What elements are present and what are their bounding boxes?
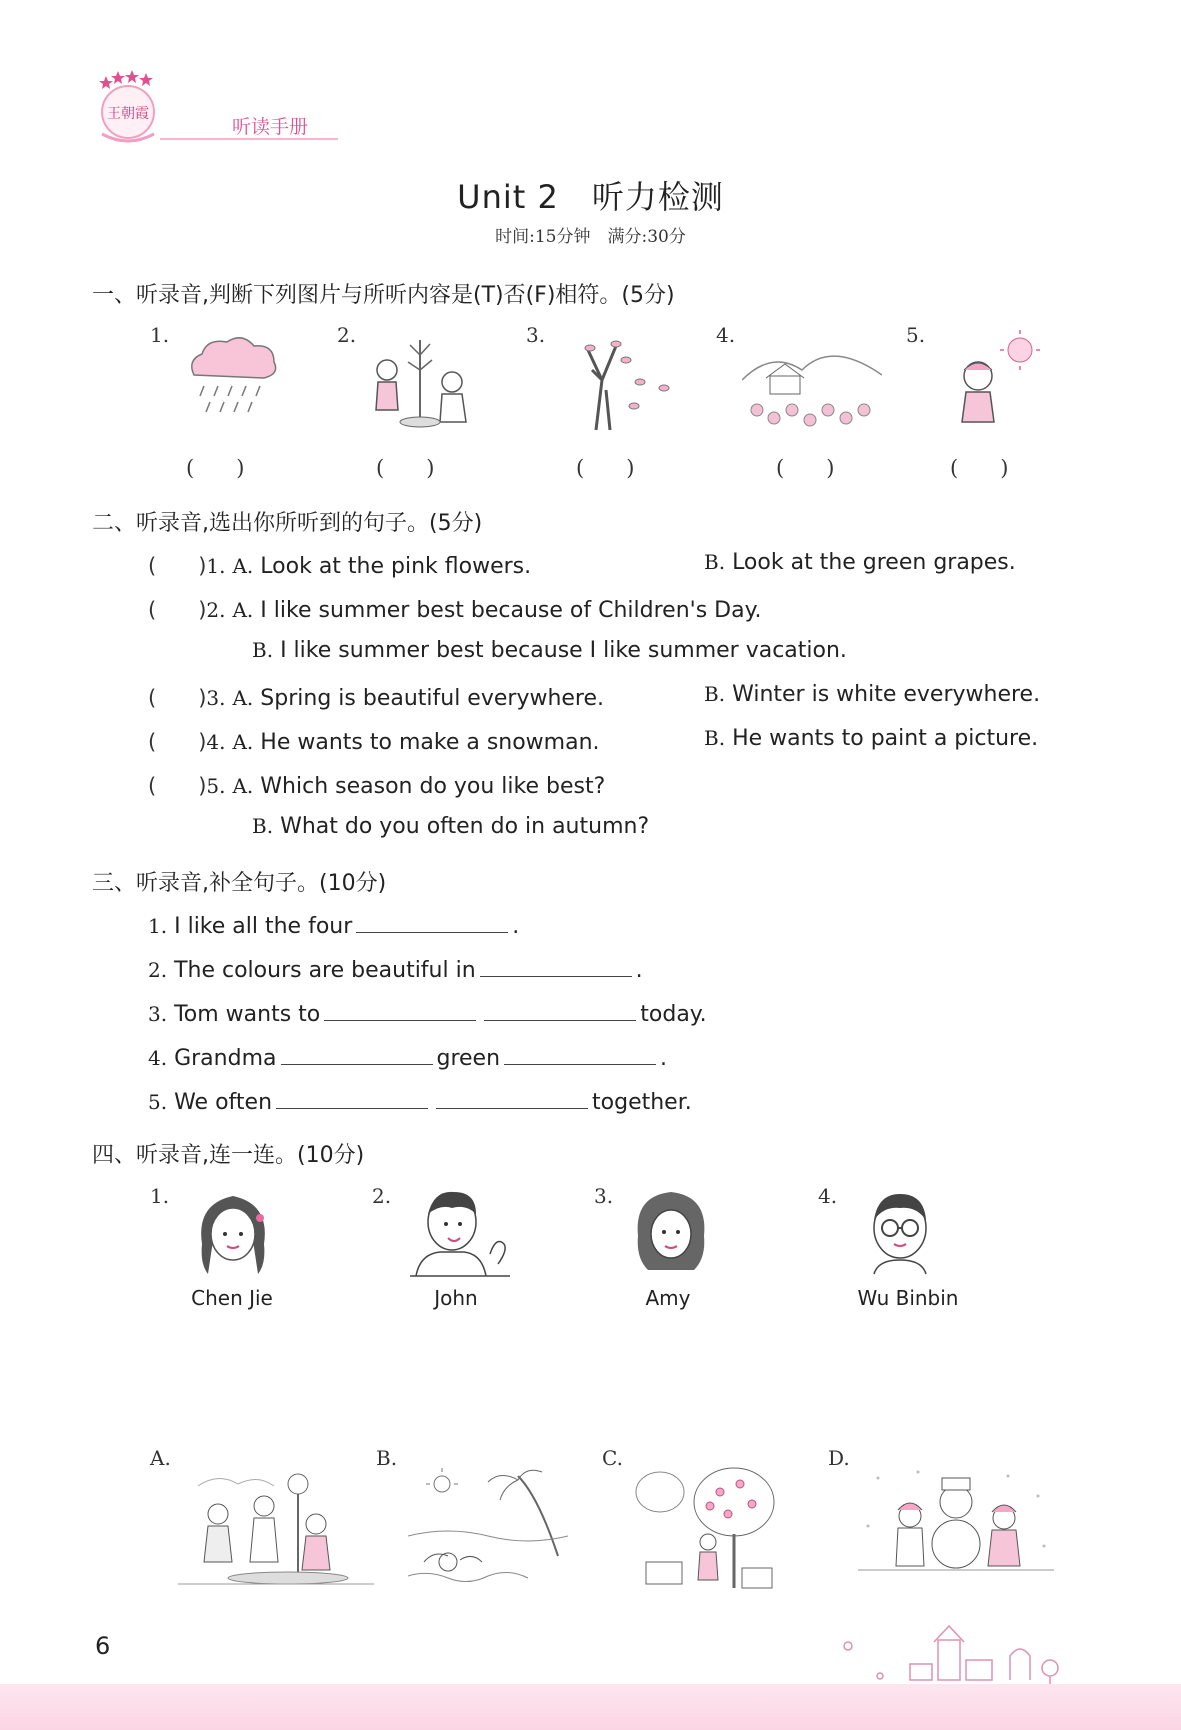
part2-question-3-option-b: B. Winter is white everywhere. [704, 682, 1041, 707]
part3-heading: 三、听录音,补全句子。(10分) [92, 871, 387, 896]
planting-trees-scene[interactable] [178, 1466, 374, 1592]
part2-question-3: ( )3. A. Spring is beautiful everywhere. [148, 686, 605, 711]
scene-label: B. [376, 1446, 398, 1470]
option-b: Winter is white everywhere. [732, 682, 1041, 707]
part1-item-number: 3. [526, 323, 546, 347]
part2-question-2: ( )2. A. I like summer best because of Children's Day. [148, 598, 762, 623]
option-b: What do you often do in autumn? [280, 814, 650, 839]
part2-question-4: ( )4. A. He wants to make a snowman. [148, 730, 600, 755]
part1-item-number: 5. [906, 323, 926, 347]
page-number: 6 [95, 1632, 111, 1660]
part4-person-number: 1. [150, 1184, 170, 1208]
chen-jie-portrait [192, 1184, 274, 1280]
option-a: He wants to make a snowman. [260, 730, 600, 755]
answer-parentheses[interactable]: ( ) [950, 456, 1009, 480]
part1-item-number: 1. [150, 323, 170, 347]
option-b: I like summer best because I like summer vacation. [280, 638, 847, 663]
fill-blank[interactable] [436, 1086, 588, 1109]
part2-question-1-option-b: B. Look at the green grapes. [704, 550, 1016, 575]
option-a: Which season do you like best? [260, 774, 606, 799]
part2-question-2-option-b: B. I like summer best because I like summer vacation. [252, 638, 847, 663]
answer-parentheses[interactable]: ( ) [148, 730, 207, 754]
person-name[interactable]: Amy [645, 1286, 691, 1310]
john-portrait [406, 1184, 514, 1280]
scene-label: D. [828, 1446, 850, 1470]
part4-person-number: 2. [372, 1184, 392, 1208]
fill-blank[interactable] [504, 1042, 656, 1065]
option-a: I like summer best because of Children's Day. [260, 598, 762, 623]
section-label: 听读手册 [232, 116, 309, 138]
footer-decoration [820, 1620, 1070, 1692]
picking-apples-scene[interactable] [630, 1462, 780, 1596]
making-snowman-scene[interactable] [858, 1466, 1054, 1596]
part3-sentence-2: 2. The colours are beautiful in . [148, 954, 643, 983]
person-name[interactable]: Chen Jie [191, 1286, 273, 1310]
fill-blank[interactable] [356, 910, 508, 933]
brand-logo [92, 68, 164, 150]
answer-parentheses[interactable]: ( ) [186, 456, 245, 480]
fill-blank[interactable] [484, 998, 636, 1021]
answer-parentheses[interactable]: ( ) [376, 456, 435, 480]
fill-blank[interactable] [324, 998, 476, 1021]
part2-question-5: ( )5. A. Which season do you like best? [148, 774, 606, 799]
option-a: Spring is beautiful everywhere. [260, 686, 605, 711]
part3-sentence-1: 1. I like all the four . [148, 910, 519, 939]
answer-parentheses[interactable]: ( ) [148, 774, 207, 798]
scene-label: A. [150, 1446, 171, 1470]
scene-label: C. [602, 1446, 623, 1470]
page-subtitle: 时间:15分钟 满分:30分 [495, 227, 686, 247]
answer-parentheses[interactable]: ( ) [776, 456, 835, 480]
rain-cloud-picture [182, 330, 282, 430]
option-b: He wants to paint a picture. [732, 726, 1039, 751]
part3-sentence-4: 4. Grandma green . [148, 1042, 667, 1071]
svg-text:王朝霞: 王朝霞 [107, 106, 149, 122]
fill-blank[interactable] [276, 1086, 428, 1109]
page-title: Unit 2 听力检测 [457, 178, 724, 216]
village-flowers-picture [742, 330, 882, 435]
children-planting-picture [362, 330, 482, 435]
girl-under-sun-picture [944, 326, 1044, 431]
part3-sentence-5: 5. We often together. [148, 1086, 692, 1115]
part2-question-5-option-b: B. What do you often do in autumn? [252, 814, 650, 839]
option-b: Look at the green grapes. [732, 550, 1016, 575]
answer-parentheses[interactable]: ( ) [148, 598, 207, 622]
part2-heading: 二、听录音,选出你所听到的句子。(5分) [92, 511, 483, 536]
part1-item-number: 4. [716, 323, 736, 347]
answer-parentheses[interactable]: ( ) [576, 456, 635, 480]
person-name[interactable]: John [434, 1286, 478, 1310]
part2-question-1: ( )1. A. Look at the pink flowers. [148, 554, 532, 579]
answer-parentheses[interactable]: ( ) [148, 554, 207, 578]
amy-portrait [632, 1186, 710, 1276]
part1-item-number: 2. [337, 323, 357, 347]
swimming-beach-scene[interactable] [408, 1466, 568, 1596]
part1-heading: 一、听录音,判断下列图片与所听内容是(T)否(F)相符。(5分) [92, 283, 675, 308]
part4-person-number: 3. [594, 1184, 614, 1208]
fill-blank[interactable] [281, 1042, 433, 1065]
autumn-tree-picture [560, 330, 670, 435]
option-a: Look at the pink flowers. [260, 554, 532, 579]
answer-parentheses[interactable]: ( ) [148, 686, 207, 710]
wu-binbin-portrait [860, 1184, 940, 1276]
person-name[interactable]: Wu Binbin [857, 1286, 959, 1310]
part3-sentence-3: 3. Tom wants to today. [148, 998, 707, 1027]
part2-question-4-option-b: B. He wants to paint a picture. [704, 726, 1039, 751]
part4-heading: 四、听录音,连一连。(10分) [92, 1143, 365, 1168]
part4-person-number: 4. [818, 1184, 838, 1208]
fill-blank[interactable] [480, 954, 632, 977]
